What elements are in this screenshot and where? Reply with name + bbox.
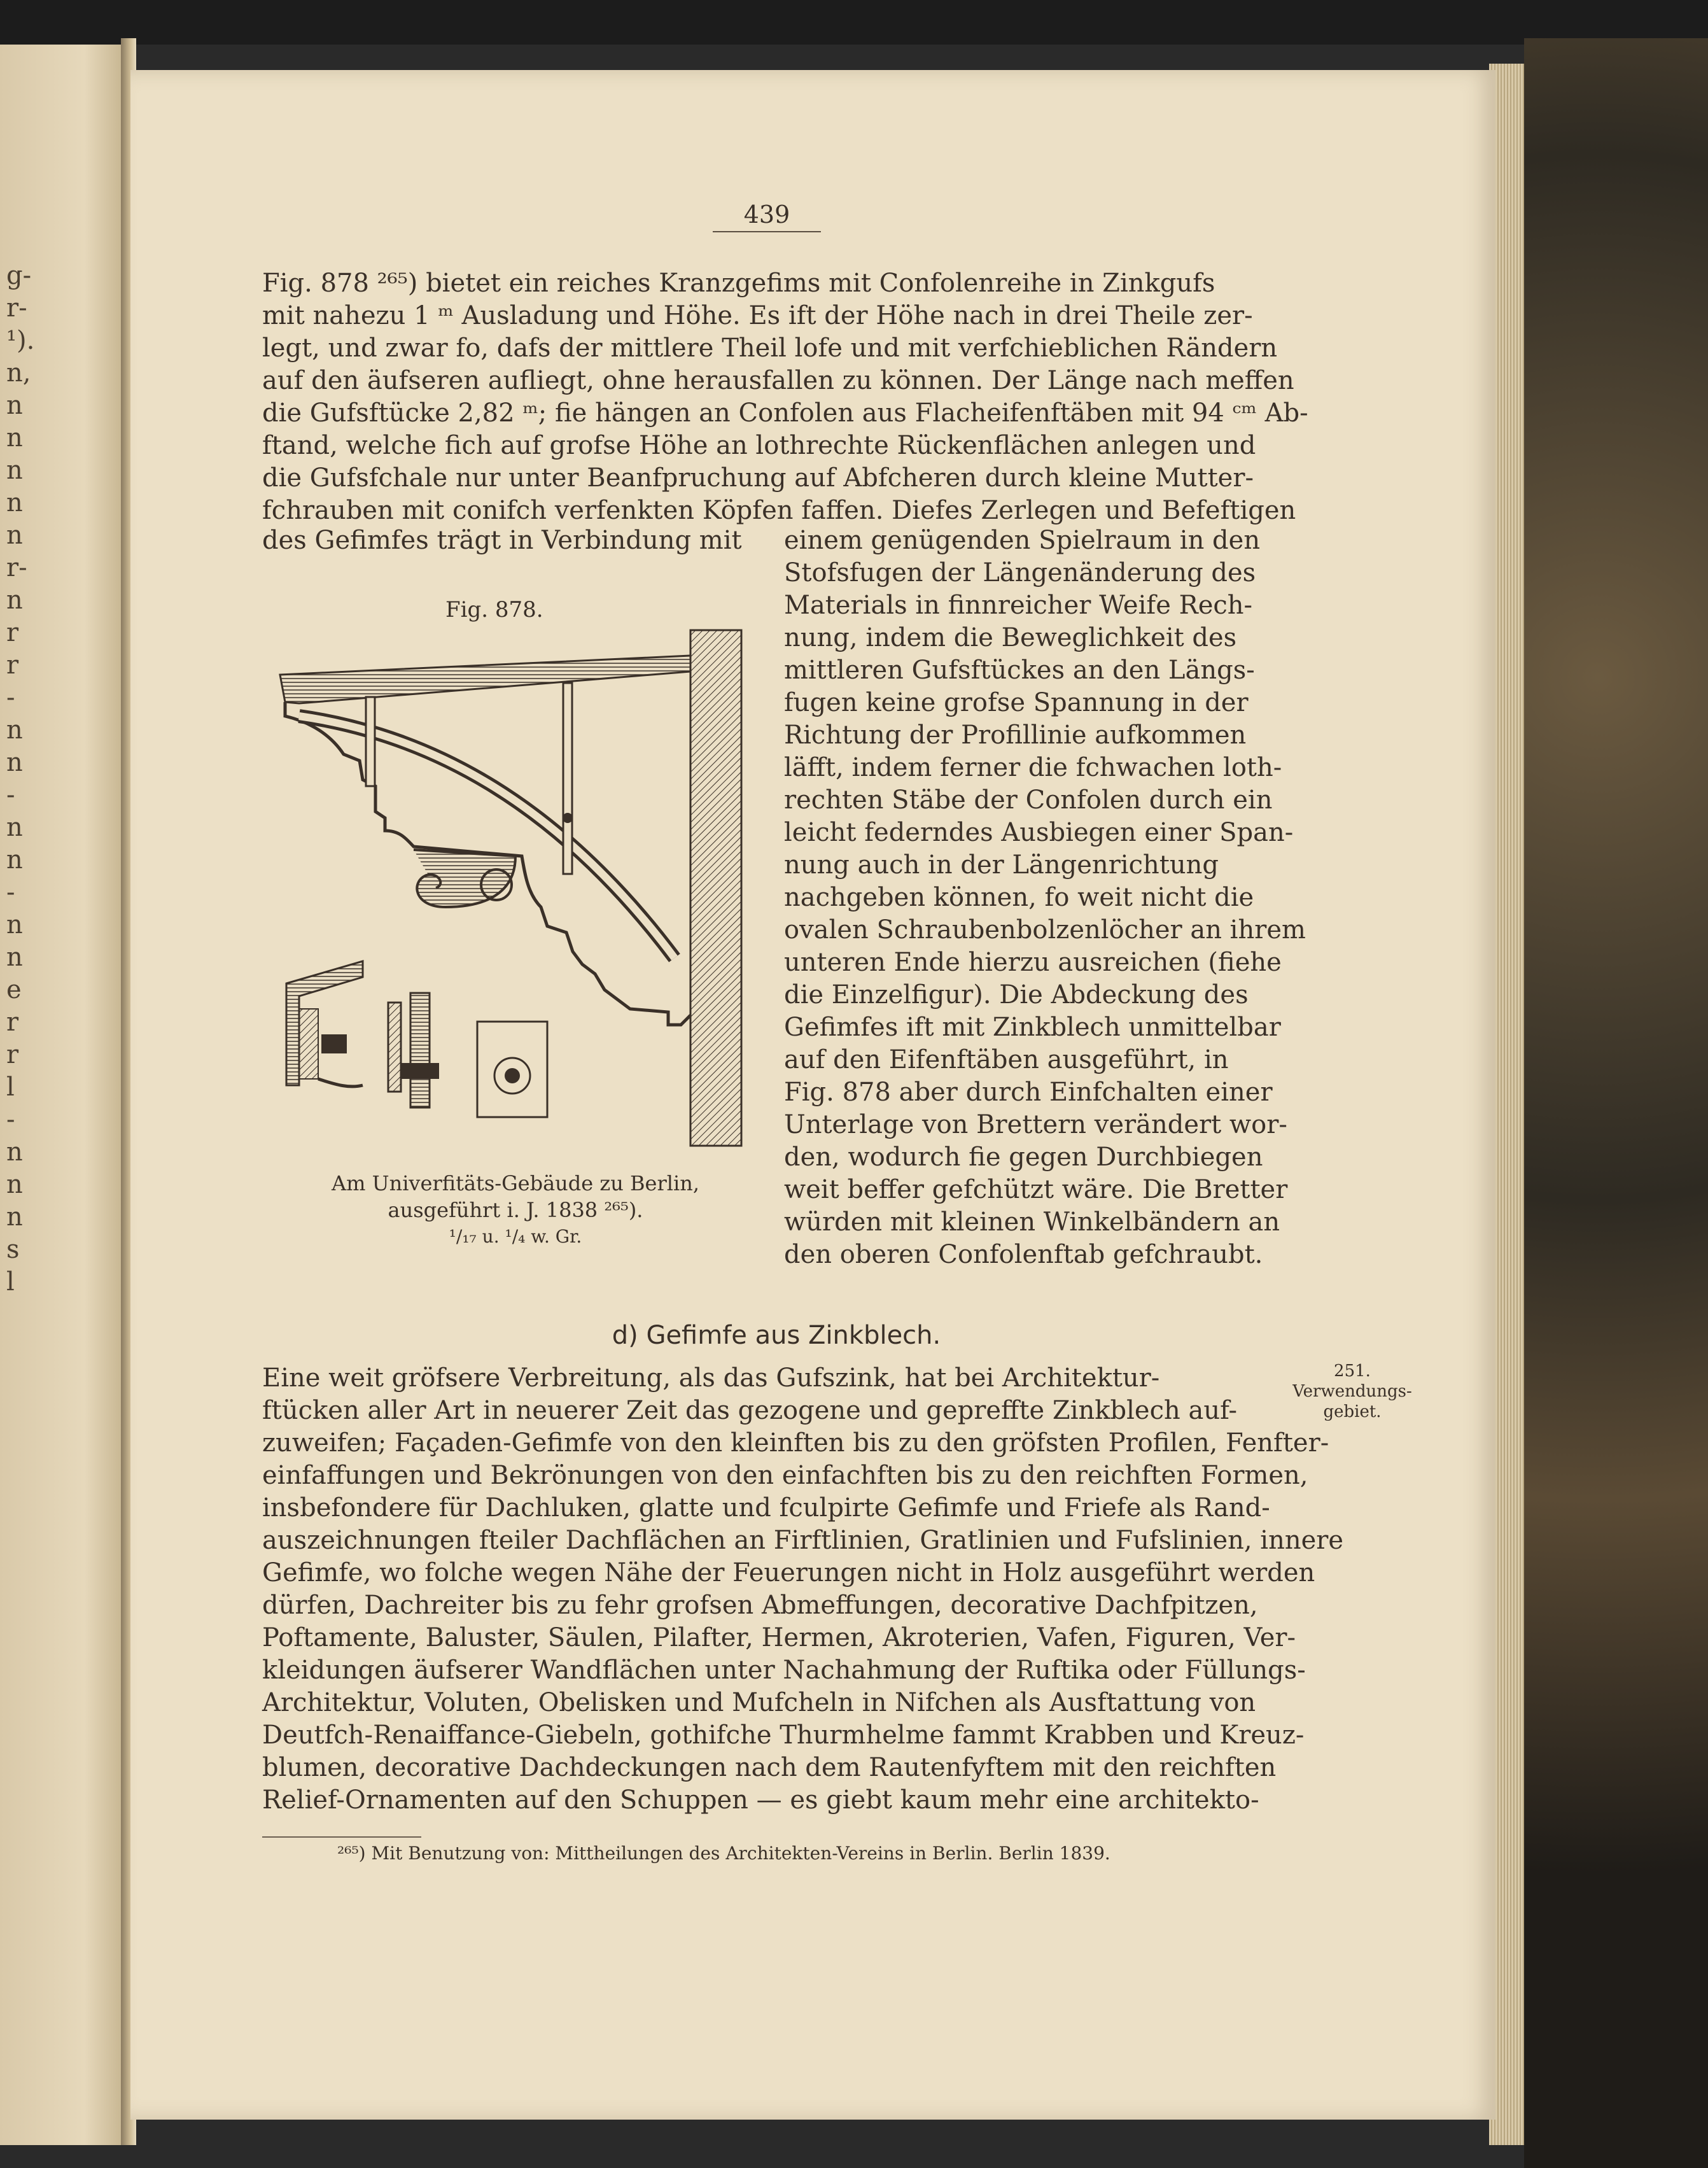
text-line: leicht federndes Ausbiegen einer Span- — [784, 818, 1294, 847]
caption-line-1: Am Univerfitäts-Gebäude zu Berlin, — [331, 1171, 700, 1195]
text-line: die Gufsftücke 2,82 ᵐ; fie hängen an Confolen aus Flacheifenftäben mit 94 ᶜᵐ Ab- — [262, 398, 1308, 428]
left-page-fragment: n, — [6, 358, 31, 388]
text-line: zuweifen; Façaden-Gefimfe von den kleinften bis zu den gröfsten Profilen, Fenfter- — [262, 1428, 1329, 1458]
paragraph-2 — [262, 1362, 1344, 1817]
margin-note-line-2: gebiet. — [1323, 1402, 1382, 1421]
left-page-fragment: - — [6, 878, 15, 907]
left-page-fragment: - — [6, 1105, 15, 1134]
text-line: Architektur, Voluten, Obelisken und Mufcheln in Nifchen als Ausftattung von — [262, 1688, 1256, 1717]
text-line: legt, und zwar fo, dafs der mittlere Theil lofe und mit verfchieblichen Rändern — [262, 334, 1278, 363]
text-line: mit nahezu 1 ᵐ Ausladung und Höhe. Es ift der Höhe nach in drei Theile zer- — [262, 301, 1253, 330]
left-page-fragment: r — [6, 618, 19, 647]
text-line: Gefimfe, wo folche wegen Nähe der Feuerungen nicht in Holz ausgeführt werden — [262, 1558, 1315, 1587]
text-line: die Einzelfigur). Die Abdeckung des — [784, 980, 1249, 1010]
text-line: fugen keine grofse Spannung in der — [784, 688, 1249, 717]
left-page-fragment: n — [6, 488, 23, 517]
left-page-fragment: n — [6, 910, 23, 940]
margin-note-line-1: Verwendungs- — [1292, 1382, 1412, 1401]
left-page-fragment: n — [6, 715, 23, 745]
detail-figure-right — [477, 1022, 547, 1117]
footnote-rule — [262, 1836, 421, 1838]
left-page-fragment: g- — [6, 261, 32, 290]
paragraph-1 — [262, 267, 1308, 527]
text-line: nung, indem die Beweglichkeit des — [784, 623, 1237, 652]
text-line: auf den äufseren aufliegt, ohne herausfallen zu können. Der Länge nach meffen — [262, 366, 1294, 395]
left-page-fragment: r — [6, 1040, 19, 1069]
text-line: einfaffungen und Bekrönungen von den einfachften bis zu den reichften Formen, — [262, 1461, 1308, 1490]
text-line: ovalen Schraubenbolzenlöcher an ihrem — [784, 915, 1306, 945]
text-line: Materials in finnreicher Weife Rech- — [784, 591, 1253, 620]
caption-scale: ¹/₁₇ u. ¹/₄ w. Gr. — [449, 1226, 582, 1247]
text-line: Relief-Ornamenten auf den Schuppen — es giebt kaum mehr eine architekto- — [262, 1785, 1259, 1815]
footnote: ²⁶⁵) Mit Benutzung von: Mittheilungen des Architekten-Vereins in Berlin. Berlin 1839. — [337, 1843, 1110, 1864]
left-page-fragment: n — [6, 586, 23, 615]
figure-label: Fig. 878. — [445, 597, 543, 623]
text-line: würden mit kleinen Winkelbändern an — [784, 1207, 1280, 1237]
left-page-fragment: l — [6, 1267, 15, 1297]
left-page-fragment: r — [6, 1008, 19, 1037]
text-line: läfft, indem ferner die fchwachen loth- — [784, 753, 1282, 782]
text-line: nung auch in der Längenrichtung — [784, 850, 1219, 880]
left-page-fragment: n — [6, 813, 23, 842]
text-line: fchrauben mit conifch verfenkten Köpfen faffen. Diefes Zerlegen und Befeftigen — [262, 496, 1296, 525]
figure-caption — [274, 1170, 757, 1250]
text-line: auf den Eifenftäben ausgeführt, in — [784, 1045, 1229, 1074]
right-column-text — [784, 524, 1306, 1271]
text-line: unteren Ende hierzu ausreichen (fiehe — [784, 948, 1282, 977]
left-page-fragment: n — [6, 943, 23, 972]
left-page-fragment: n — [6, 1137, 23, 1167]
left-page-fragment: s — [6, 1235, 20, 1264]
left-page-fragment: n — [6, 748, 23, 777]
text-line: ftücken aller Art in neuerer Zeit das gezogene und gepreffte Zinkblech auf- — [262, 1396, 1237, 1425]
caption-line-2: ausgeführt i. J. 1838 ²⁶⁵). — [388, 1198, 643, 1222]
text-line: Unterlage von Brettern verändert wor- — [784, 1110, 1287, 1139]
background-top — [0, 0, 1708, 45]
left-page-fragment: - — [6, 780, 15, 810]
text-line: ftand, welche fich auf grofse Höhe an lothrechte Rückenflächen anlegen und — [262, 431, 1256, 460]
text-line: auszeichnungen fteiler Dachflächen an Firftlinien, Gratlinien und Fufslinien, innere — [262, 1526, 1344, 1555]
margin-note-number: 251. — [1334, 1362, 1371, 1381]
left-page-fragment: n — [6, 391, 23, 420]
section-heading: d) Gefimfe aus Zinkblech. — [612, 1321, 941, 1350]
left-page-fragment: n — [6, 845, 23, 875]
text-line: Deutfch-Renaiffance-Giebeln, gothifche Thurmhelme fammt Krabben und Kreuz- — [262, 1721, 1305, 1750]
text-line: die Gufsfchale nur unter Beanfpruchung auf Abfcheren durch kleine Mutter- — [262, 463, 1254, 493]
left-page-fragment: ¹). — [6, 326, 35, 355]
text-line: kleidungen äufserer Wandflächen unter Nachahmung der Ruftika oder Füllungs- — [262, 1656, 1306, 1685]
text-line: Fig. 878 aber durch Einfchalten einer — [784, 1078, 1273, 1107]
text-line: den, wodurch fie gegen Durchbiegen — [784, 1143, 1263, 1172]
left-page-fragment: e — [6, 975, 22, 1004]
detail-figure-middle — [388, 993, 439, 1108]
detail-figure-left — [286, 961, 363, 1087]
left-page-fragment: l — [6, 1073, 15, 1102]
text-line: rechten Stäbe der Confolen durch ein — [784, 785, 1273, 815]
text-line: Poftamente, Baluster, Säulen, Pilafter, Hermen, Akroterien, Vafen, Figuren, Ver- — [262, 1623, 1296, 1652]
left-page-fragment: n — [6, 1170, 23, 1199]
text-line: des Gefimfes trägt in Verbindung mit — [262, 526, 742, 555]
text-line: den oberen Confolenftab gefchraubt. — [784, 1240, 1263, 1269]
text-line: insbefondere für Dachluken, glatte und fculpirte Gefimfe und Friefe als Rand- — [262, 1493, 1270, 1523]
left-page-fragment: n — [6, 456, 23, 485]
left-page-fragment: r- — [6, 553, 27, 582]
left-page-fragment: n — [6, 1202, 23, 1232]
left-column-line — [262, 524, 771, 557]
left-page-fragment: r — [6, 651, 19, 680]
book-cover — [1524, 38, 1708, 2168]
text-line: Fig. 878 ²⁶⁵) bietet ein reiches Kranzgefims mit Confolenreihe in Zinkgufs — [262, 269, 1215, 298]
left-page-fragment: n — [6, 521, 23, 550]
text-line: dürfen, Dachreiter bis zu fehr grofsen Abmeffungen, decorative Dachfpitzen, — [262, 1591, 1258, 1620]
text-line: weit beffer gefchützt wäre. Die Bretter — [784, 1175, 1288, 1204]
text-line: Eine weit gröfsere Verbreitung, als das Gufszink, hat bei Architektur- — [262, 1363, 1160, 1393]
text-line: mittleren Gufsftückes an den Längs- — [784, 656, 1255, 685]
text-line: blumen, decorative Dachdeckungen nach dem Rautenfyftem mit den reichften — [262, 1753, 1277, 1782]
cornice-bracket-figure — [274, 627, 757, 1162]
left-page — [0, 45, 121, 2145]
text-line: nachgeben können, fo weit nicht die — [784, 883, 1254, 912]
text-line: Richtung der Profillinie aufkommen — [784, 721, 1247, 750]
page-number: 439 — [713, 201, 821, 232]
text-line: Gefimfes ift mit Zinkblech unmittelbar — [784, 1013, 1281, 1042]
text-line: Stofsfugen der Längenänderung des — [784, 558, 1256, 588]
text-line: einem genügenden Spielraum in den — [784, 526, 1261, 555]
left-page-fragment: n — [6, 423, 23, 453]
left-page-fragment: - — [6, 683, 15, 712]
left-page-fragment: r- — [6, 293, 27, 323]
margin-note — [1289, 1361, 1416, 1422]
